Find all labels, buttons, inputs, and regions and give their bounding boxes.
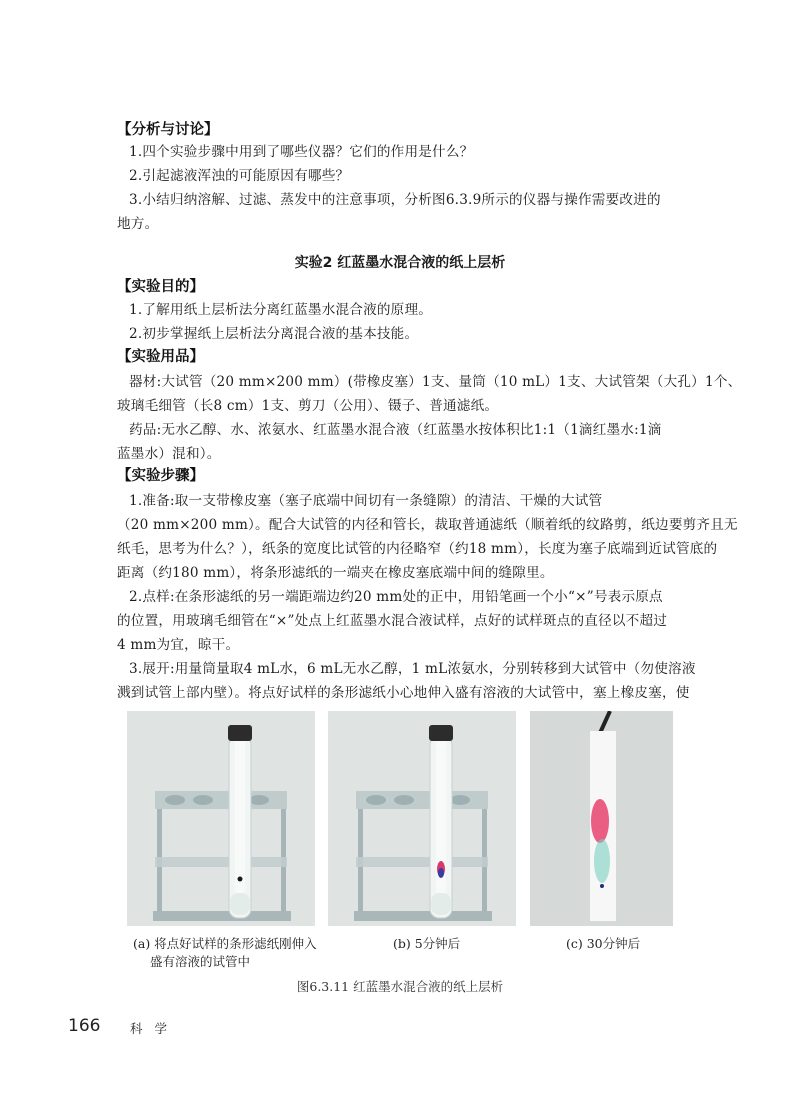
photo-a-test-tube-initial: [127, 711, 315, 926]
step-3-line-2: 溅到试管上部内壁）。将点好试样的条形滤纸小心地伸入盛有溶液的大试管中，塞上橡皮塞，使: [117, 685, 690, 701]
analysis-question-3: 3.小结归纳溶解、过滤、蒸发中的注意事项，分析图6.3.9所示的仪器与操作需要改进的: [129, 192, 661, 208]
materials-heading: 【实验用品】: [117, 349, 204, 365]
analysis-heading: 【分析与讨论】: [117, 122, 219, 138]
analysis-question-3-cont: 地方。: [117, 216, 159, 232]
purpose-heading: 【实验目的】: [117, 279, 204, 295]
analysis-question-1: 1.四个实验步骤中用到了哪些仪器？它们的作用是什么？: [129, 144, 474, 160]
photo-c-paper-30min: [530, 711, 673, 926]
materials-reagents: 药品:无水乙醇、水、浓氨水、红蓝墨水混合液（红蓝墨水按体积比1:1（1滴红墨水:1滴: [129, 422, 662, 438]
figure-title: 图6.3.11 红蓝墨水混合液的纸上层析: [296, 979, 504, 994]
photo-c-drawing: [530, 711, 673, 926]
step-1: 1.准备:取一支带橡皮塞（塞子底端中间切有一条缝隙）的清洁、干燥的大试管: [129, 493, 603, 509]
step-1-line-3: 纸毛，思考为什么？），纸条的宽度比试管的内径略窄（约18 mm），长度为塞子底端到近试管底的: [117, 541, 718, 557]
caption-a: (a) 将点好试样的条形滤纸刚伸入: [133, 936, 317, 951]
photo-a-drawing: [127, 711, 315, 926]
step-2-line-3: 4 mm为宜，晾干。: [117, 637, 240, 653]
step-2: 2.点样:在条形滤纸的另一端距端边约20 mm处的正中，用铅笔画一个小“×”号表示原点: [129, 589, 663, 605]
photo-b-test-tube-5min: [328, 711, 516, 926]
step-3: 3.展开:用量筒量取4 mL水，6 mL无水乙醇，1 mL浓氨水，分别转移到大试管中（勿使溶液: [129, 661, 696, 677]
page-number: 166: [68, 1016, 101, 1036]
step-1-line-2: （20 mm×200 mm）。配合大试管的内径和管长，裁取普通滤纸（顺着纸的纹路剪，纸边要剪齐且无: [117, 517, 738, 533]
step-2-line-2: 的位置，用玻璃毛细管在“×”处点上红蓝墨水混合液试样，点好的试样斑点的直径以不超过: [117, 613, 668, 629]
photo-b-drawing: [328, 711, 516, 926]
purpose-item-2: 2.初步掌握纸上层析法分离混合液的基本技能。: [129, 326, 419, 342]
analysis-question-2: 2.引起滤液浑浊的可能原因有哪些？: [129, 168, 350, 184]
materials-equipment-cont: 玻璃毛细管（长8 cm）1支、剪刀（公用）、镊子、普通滤纸。: [117, 398, 499, 414]
caption-b: (b) 5分钟后: [393, 936, 461, 951]
subject-label: 科 学: [130, 1021, 171, 1036]
purpose-item-1: 1.了解用纸上层析法分离红蓝墨水混合液的原理。: [129, 302, 433, 318]
materials-reagents-cont: 蓝墨水）混和）。: [117, 446, 221, 462]
step-1-line-4: 距离（约180 mm），将条形滤纸的一端夹在橡皮塞底端中间的缝隙里。: [117, 565, 554, 581]
steps-heading: 【实验步骤】: [117, 468, 204, 484]
caption-a-cont: 盛有溶液的试管中: [150, 954, 251, 969]
materials-equipment: 器材:大试管（20 mm×200 mm）(带橡皮塞）1支、量筒（10 mL）1支、大试管架（大孔）1个、: [129, 374, 742, 390]
experiment-title: 实验2 红蓝墨水混合液的纸上层析: [294, 255, 506, 271]
caption-c: (c) 30分钟后: [566, 936, 641, 951]
